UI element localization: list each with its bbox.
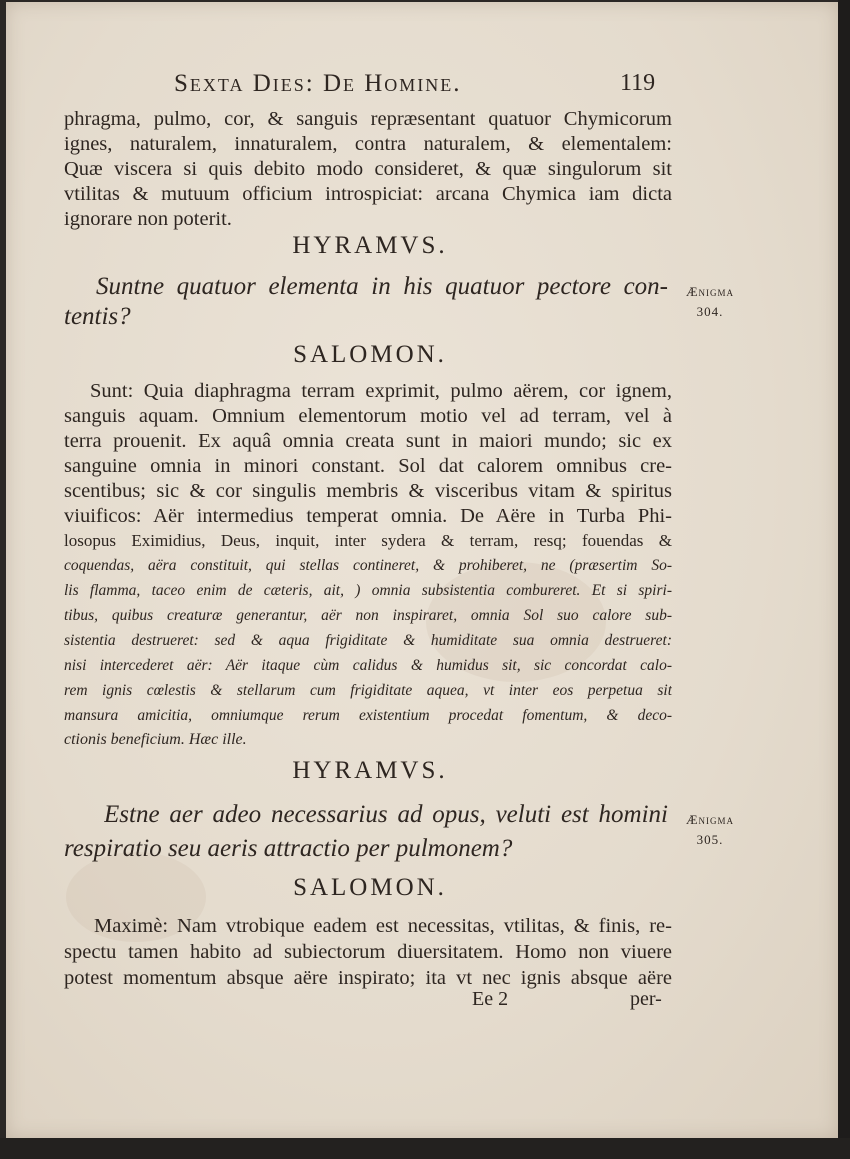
- margin-note-label: Ænigma: [685, 284, 735, 299]
- margin-note-number: 304.: [696, 304, 724, 319]
- text-line: ctionis beneficium. Hæc ille.: [64, 731, 247, 748]
- margin-note: [668, 810, 752, 850]
- text-line: lis flamma, taceo enim de cæteris, ait, ) omnia subsistentia combureret. Et si spiri-: [64, 582, 672, 599]
- text-line: tibus, quibus creaturæ generantur, aër non inspiraret, omnia Sol suo calore sub-: [64, 607, 672, 624]
- text-line: ignes, naturalem, innaturalem, contra naturalem, & elementalem:: [64, 133, 672, 155]
- text-line: potest momentum absque aëre inspirato; ita vt nec ignis absque aëre: [64, 967, 672, 989]
- running-title: Sexta Dies: De Homine.: [174, 70, 462, 97]
- text-line: sanguis aquam. Omnium elementorum motio vel ad terram, vel à: [64, 405, 672, 427]
- signature-mark: Ee 2: [472, 988, 509, 1010]
- question-line: tentis?: [64, 303, 131, 330]
- text-line: viuificos: Aër intermedius temperat omnia. De Aëre in Turba Phi-: [64, 505, 672, 527]
- text-line: sistentia destrueret: sed & aqua frigiditate & humiditate sua omnia destrueret:: [64, 632, 672, 649]
- speaker-heading: HYRAMVS.: [292, 232, 448, 259]
- speaker-heading: HYRAMVS.: [292, 757, 448, 784]
- text-line: coquendas, aëra constituit, qui stellas contineret, & prohiberet, ne (præsertim So-: [64, 557, 672, 574]
- text-line: terra prouenit. Ex aquâ omnia creata sunt in maiori mundo; sic ex: [64, 430, 672, 452]
- text-line: vtilitas & mutuum officium introspiciat: arcana Chymica iam dicta: [64, 183, 672, 205]
- margin-note-number: 305.: [696, 832, 724, 847]
- text-line: Sunt: Quia diaphragma terram exprimit, pulmo aërem, cor ignem,: [90, 380, 672, 402]
- running-header: [170, 70, 690, 104]
- page-number: 119: [620, 70, 656, 96]
- text-line: rem ignis cœlestis & stellarum cum frigiditate aquea, vt inter eos perpetua sit: [64, 682, 672, 699]
- question-line: Estne aer adeo necessarius ad opus, veluti est homini: [104, 801, 668, 828]
- text-line: nisi intercederet aër: Aër itaque cùm calidus & humidus sit, sic concordat calo-: [64, 657, 672, 674]
- question-line: Suntne quatuor elementa in his quatuor pectore con-: [96, 273, 668, 300]
- text-line: spectu tamen habito ad subiectorum diuersitatem. Homo non viuere: [64, 941, 672, 963]
- text-line: ignorare non poterit.: [64, 208, 232, 230]
- catchword: per-: [630, 988, 662, 1010]
- margin-note-label: Ænigma: [685, 812, 735, 827]
- speaker-heading: SALOMON.: [293, 874, 447, 901]
- text-line: mansura amicitia, omniumque rerum existentium procedat fomentum, & deco-: [64, 707, 672, 724]
- text-line: sanguine omnia in minori constant. Sol dat calorem omnibus cre-: [64, 455, 672, 477]
- margin-note: [668, 282, 752, 322]
- speaker-heading: SALOMON.: [293, 341, 447, 368]
- scan-edge-bottom: [0, 1138, 850, 1159]
- text-line: scentibus; sic & cor singulis membris & visceribus vitam & spiritus: [64, 480, 672, 502]
- scan-edge-right: [838, 0, 850, 1159]
- text-line: losopus Eximidius, Deus, inquit, inter sydera & terram, resq; fouendas &: [64, 531, 672, 550]
- text-line: Quæ viscera si quis debito modo consideret, & quæ singulorum sit: [64, 158, 672, 180]
- text-line: Maximè: Nam vtrobique eadem est necessitas, vtilitas, & finis, re-: [94, 915, 672, 937]
- text-line: phragma, pulmo, cor, & sanguis repræsentant quatuor Chymicorum: [64, 108, 672, 130]
- question-line: respiratio seu aeris attractio per pulmonem?: [64, 835, 513, 862]
